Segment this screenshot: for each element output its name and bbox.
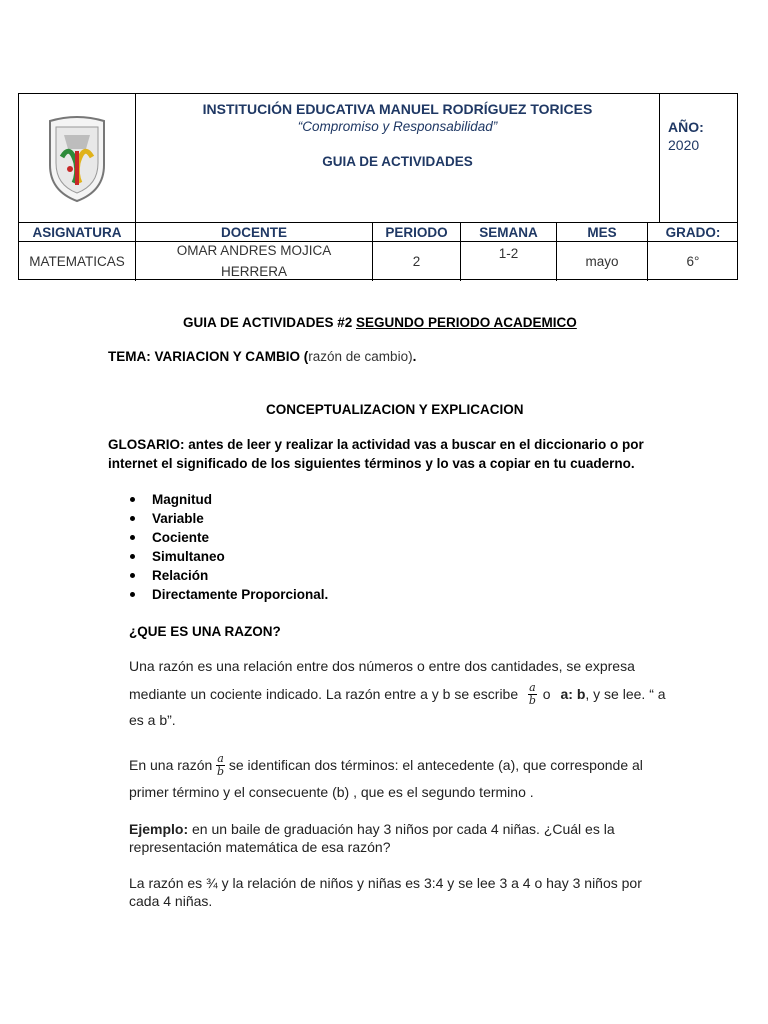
col-header-asignatura: ASIGNATURA — [32, 225, 122, 240]
glossary-list — [128, 490, 328, 604]
fraction-a-over-b — [528, 682, 537, 707]
institution-name: INSTITUCIÓN EDUCATIVA MANUEL RODRÍGUEZ TORICES — [202, 101, 593, 117]
col-header-docente: DOCENTE — [220, 225, 287, 240]
answer-paragraph — [129, 874, 709, 910]
p1-line-2c: a: b — [560, 686, 586, 702]
example-text: en un baile de graduación hay 3 niños por cada 4 niñas. ¿Cuál es la — [188, 821, 615, 837]
p2-line-2: primer término y el consecuente (b) , que es el segundo termino . — [129, 784, 534, 800]
year-value: 2020 — [668, 137, 700, 153]
shield-logo-icon — [42, 113, 112, 203]
answer-line-2: cada 4 niñas. — [129, 893, 213, 909]
concept-heading: CONCEPTUALIZACION Y EXPLICACION — [266, 402, 524, 417]
list-item: Magnitud — [128, 490, 328, 509]
section-question: ¿QUE ES UNA RAZON? — [129, 624, 281, 639]
p1-line-2d: , y se lee. “ a — [585, 686, 666, 702]
bullet-icon — [130, 554, 135, 559]
p1-line-1: Una razón es una relación entre dos números o entre dos cantidades, se expresa — [129, 658, 635, 674]
col-value-docente: OMAR ANDRES MOJICA HERRERA — [176, 243, 332, 279]
col-value-grado: 6° — [686, 253, 700, 269]
fraction-a-over-b-2 — [216, 753, 225, 778]
paragraph-razon-1 — [129, 657, 709, 676]
tema-end: . — [412, 349, 417, 364]
header-table — [18, 93, 738, 280]
example-line-2: representación matemática de esa razón? — [129, 839, 391, 855]
year-label: AÑO: — [668, 119, 704, 135]
col-value-periodo: 2 — [412, 253, 421, 269]
fraction-numerator: a — [217, 751, 224, 765]
p1-line-2b: o — [542, 686, 551, 702]
tema-subtitle: razón de cambio) — [308, 349, 413, 364]
year-cell — [660, 94, 738, 222]
tema-label: TEMA: VARIACION Y CAMBIO ( — [108, 349, 309, 364]
bullet-icon — [130, 592, 135, 597]
example-paragraph — [129, 820, 709, 856]
paragraph-razon-3 — [129, 750, 709, 780]
p1-line-2a: mediante un cociente indicado. La razón entre a y b se escribe — [129, 686, 519, 702]
col-header-semana: SEMANA — [479, 225, 538, 240]
guide-heading-prefix: GUIA DE ACTIVIDADES #2 — [183, 315, 357, 330]
col-header-periodo: PERIODO — [385, 225, 448, 240]
bullet-icon — [130, 497, 135, 502]
col-value-mes: mayo — [585, 253, 619, 269]
guide-heading-underlined: SEGUNDO PERIODO ACADEMICO — [356, 315, 577, 330]
p1-line-3: es a b”. — [129, 712, 176, 728]
fraction-numerator: a — [529, 680, 536, 694]
guide-heading — [183, 313, 577, 332]
col-value-semana: 1-2 — [498, 246, 519, 261]
paragraph-razon-2 — [129, 679, 709, 709]
institution-motto: “Compromiso y Responsabilidad” — [297, 119, 498, 134]
guide-title: GUIA DE ACTIVIDADES — [322, 154, 473, 169]
list-item: Directamente Proporcional. — [128, 585, 328, 604]
list-item: Relación — [128, 566, 328, 585]
list-item: Simultaneo — [128, 547, 328, 566]
fraction-denominator: b — [528, 693, 536, 707]
tema-line — [108, 347, 416, 366]
p2-line-1a: En una razón — [129, 757, 213, 773]
glossary-line-2: internet el significado de los siguientes términos y lo vas a copiar en tu cuaderno. — [108, 456, 635, 471]
col-header-grado: GRADO: — [665, 225, 721, 240]
p2-line-1b: se identifican dos términos: el antecedente (a), que corresponde al — [228, 757, 643, 773]
bullet-icon — [130, 535, 135, 540]
fraction-denominator: b — [217, 764, 225, 778]
bullet-icon — [130, 573, 135, 578]
example-label: Ejemplo: — [129, 821, 189, 837]
school-logo — [19, 94, 135, 222]
col-value-asignatura: MATEMATICAS — [29, 253, 125, 269]
glossary-line-1: GLOSARIO: antes de leer y realizar la actividad vas a buscar en el diccionario o por — [108, 437, 644, 452]
list-item: Variable — [128, 509, 328, 528]
col-header-mes: MES — [587, 225, 617, 240]
header-center — [136, 94, 659, 222]
answer-line-1: La razón es ¾ y la relación de niños y niñas es 3:4 y se lee 3 a 4 o hay 3 niños por — [129, 875, 642, 891]
list-item: Cociente — [128, 528, 328, 547]
bullet-icon — [130, 516, 135, 521]
